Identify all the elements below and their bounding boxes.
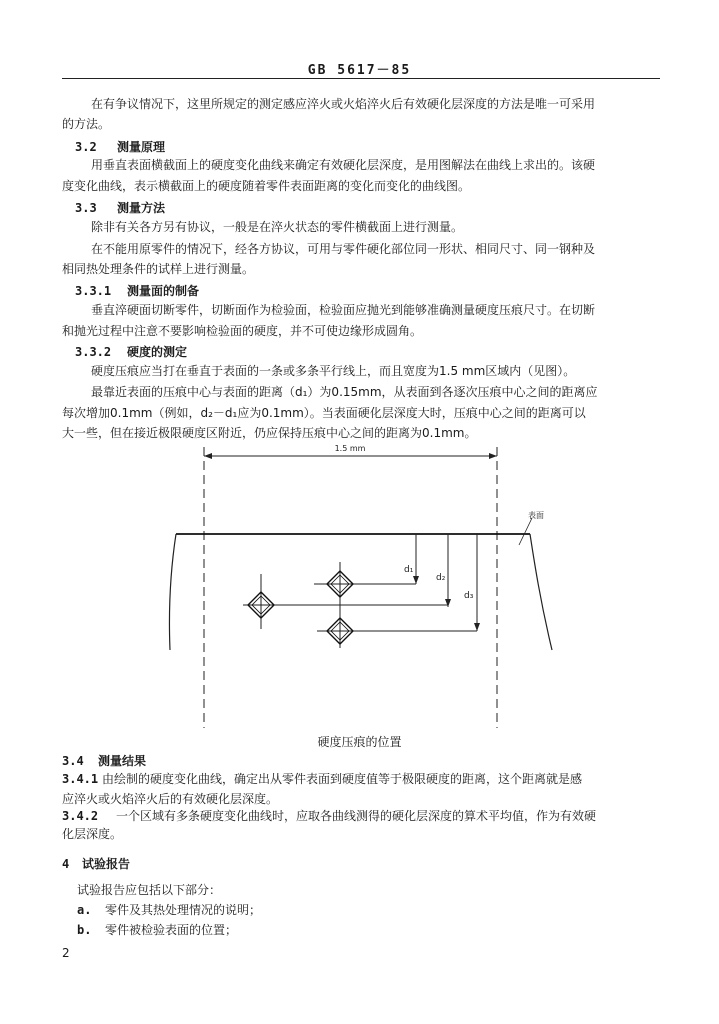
paragraph-text: 一个区域有多条硬度变化曲线时，应取各曲线测得的硬化层深度的算术平均值，作为有效硬 xyxy=(116,809,597,823)
surface-leader xyxy=(519,518,532,545)
paragraph-line: 和抛光过程中注意不要影响检验面的硬度，并不可使边缘形成圆角。 xyxy=(62,324,423,338)
section-heading-4 xyxy=(62,855,130,872)
section-title: 测量原理 xyxy=(117,140,166,154)
section-title: 测量结果 xyxy=(98,754,147,768)
section-heading-3-3 xyxy=(75,199,165,216)
section-number: 3.4.1 xyxy=(62,772,99,786)
list-marker: a. xyxy=(77,903,92,917)
list-text: 零件被检验表面的位置； xyxy=(105,923,238,937)
section-heading-3-2 xyxy=(75,138,165,155)
standard-number-header: GB 5617－85 xyxy=(307,63,412,78)
section-number: 3.3.2 xyxy=(75,345,112,359)
section-title: 试验报告 xyxy=(82,857,131,871)
specimen-edge-right xyxy=(530,534,552,650)
list-item-a xyxy=(77,902,261,919)
paragraph-line: 相同热处理条件的试样上进行测量。 xyxy=(62,262,255,276)
paragraph-line: 每次增加0.1mm（例如，d₂－d₁应为0.1mm）。当表面硬化层深度大时，压痕中心之间的距离可以 xyxy=(62,406,586,420)
list-item-b xyxy=(77,922,237,939)
paragraph-line: 试验报告应包括以下部分： xyxy=(77,883,222,897)
surface-label: 表面 xyxy=(528,511,544,520)
section-number: 3.2 xyxy=(75,140,97,154)
section-number: 3.4 xyxy=(62,754,84,768)
section-title: 硬度的测定 xyxy=(127,345,188,359)
page-number: 2 xyxy=(62,946,70,960)
paragraph-line: 应淬火或火焰淬火后的有效硬化层深度。 xyxy=(62,792,279,806)
paragraph-line: 除非有关各方另有协议，一般是在淬火状态的零件横截面上进行测量。 xyxy=(91,220,464,234)
paragraph-line: 的方法。 xyxy=(62,117,111,131)
section-heading-3-4 xyxy=(62,752,146,769)
paragraph-line: 最靠近表面的压痕中心与表面的距离（d₁）为0.15mm，从表面到各逐次压痕中心之间的距离应 xyxy=(91,385,598,399)
section-number: 3.3.1 xyxy=(75,284,112,298)
d2-label: d₂ xyxy=(436,573,446,583)
d3-label: d₃ xyxy=(464,591,474,601)
paragraph-line: 用垂直表面横截面上的硬度变化曲线来确定有效硬化层深度，是用图解法在曲线上求出的。该硬 xyxy=(91,158,596,172)
specimen-edge-left xyxy=(169,534,176,650)
paragraph-line: 在不能用原零件的情况下，经各方协议，可用与零件硬化部位同一形状、相同尺寸、同一钢种及 xyxy=(91,242,596,256)
paragraph-line: 度变化曲线，表示横截面上的硬度随着零件表面距离的变化而变化的曲线图。 xyxy=(62,179,471,193)
paragraph-text: 由绘制的硬度变化曲线，确定出从零件表面到硬度值等于极限硬度的距离，这个距离就是感 xyxy=(102,772,583,786)
paragraph-line xyxy=(62,771,582,788)
paragraph-line: 化层深度。 xyxy=(62,827,123,841)
section-title: 测量方法 xyxy=(117,201,166,215)
d1-arrow xyxy=(413,576,419,584)
list-marker: b. xyxy=(77,923,92,937)
paragraph-line: 垂直淬硬面切断零件，切断面作为检验面，检验面应抛光到能够准确测量硬度压痕尺寸。在切断 xyxy=(91,303,596,317)
paragraph-line: 硬度压痕应当打在垂直于表面的一条或多条平行线上，而且宽度为1.5 mm区域内（见图）。 xyxy=(91,364,576,378)
section-heading-3-3-2 xyxy=(75,343,187,360)
section-number: 3.4.2 xyxy=(62,809,99,823)
paragraph-line: 在有争议情况下，这里所规定的测定感应淬火或火焰淬火后有效硬化层深度的方法是唯一可采用 xyxy=(91,97,596,111)
dimension-arrow-right xyxy=(489,453,497,459)
dimension-arrow-left xyxy=(204,453,212,459)
section-heading-3-3-1 xyxy=(75,282,199,299)
d2-arrow xyxy=(445,599,451,607)
section-number: 3.3 xyxy=(75,201,97,215)
list-text: 零件及其热处理情况的说明； xyxy=(105,903,262,917)
indentation-position-figure xyxy=(0,430,719,730)
paragraph-line xyxy=(62,808,596,825)
header-rule xyxy=(62,78,660,79)
paragraph-line: 大一些，但在接近极限硬度区附近，仍应保持压痕中心之间的距离为0.1mm。 xyxy=(62,426,477,440)
figure-caption: 硬度压痕的位置 xyxy=(317,735,402,749)
dimension-label: 1.5 mm xyxy=(334,444,366,453)
section-title: 测量面的制备 xyxy=(127,284,200,298)
d1-label: d₁ xyxy=(404,565,414,575)
d3-arrow xyxy=(474,623,480,631)
section-number: 4 xyxy=(62,857,70,871)
